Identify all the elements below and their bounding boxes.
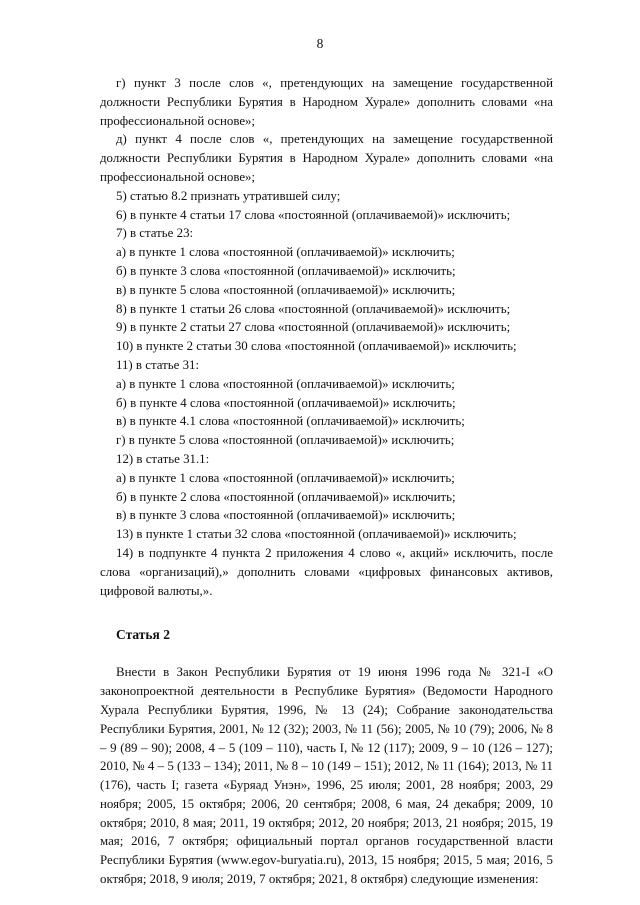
- item-g-punkt-3: г) пункт 3 после слов «, претендующих на замещение государственной должности Республики Бурятия в Народном Хурале» дополнить словами «на профессиональной основе»;: [100, 76, 553, 128]
- item-14: 14) в подпункте 4 пункта 2 приложения 4 слово «, акций» исключить, после слова «организаций),» дополнить словами «цифровых финансовых активов, цифровой валюты,».: [100, 545, 553, 598]
- item-11: 11) в статье 31:: [116, 357, 200, 372]
- item-5: 5) статью 8.2 признать утратившей силу;: [116, 188, 341, 203]
- article-2-paragraph: Внести в Закон Республики Бурятия от 19 июня 1996 года № 321-I «О законопроектной деятельности в Республике Бурятия» (Ведомости Народного Хурала Республики Бурятия, 1996, № 13 (24); Собрание законодательства Республики Бурятия, 2001, № 12 (32); 2003, № 11 (56); 2005, № 10 (79); 2006, № 8 – 9 (89 – 90); 2008, 4 – 5 (109 – 110), часть I, № 12 (117); 2009, 9 – 10 (126 – 127); 2010, № 4 – 5 (133 – 134); 2011, № 8 – 10 (149 – 151); 2012, № 11 (164); 2013, № 11 (176), часть I; газета «Буряад Унэн», 1996, 25 июля; 2001, 28 ноября; 2003, 29 ноября; 2005, 15 октября; 2006, 20 сентября; 2008, 6 мая, 24 декабря; 2009, 10 октября; 2010, 8 мая; 2011, 19 октября; 2012, 20 ноября; 2013, 21 ноября; 2015, 19 мая; 2016, 7 октября; официальный портал органов государственной власти Республики Бурятия (www.egov-buryatia.ru), 2013, 15 ноября; 2015, 5 мая; 2016, 5 октября; 2018, 9 июля; 2019, 7 октября; 2021, 8 октября) следующие изменения:: [100, 665, 553, 887]
- item-7b: б) в пункте 3 слова «постоянной (оплачиваемой)» исключить;: [116, 263, 456, 278]
- item-6: 6) в пункте 4 статьи 17 слова «постоянной (оплачиваемой)» исключить;: [116, 207, 511, 222]
- item-13: 13) в пункте 1 статьи 32 слова «постоянной (оплачиваемой)» исключить;: [116, 527, 517, 542]
- item-11v: в) в пункте 4.1 слова «постоянной (оплачиваемой)» исключить;: [116, 414, 465, 429]
- page-number: 8: [316, 36, 324, 51]
- item-7: 7) в статье 23:: [116, 226, 194, 241]
- item-7v: в) в пункте 5 слова «постоянной (оплачиваемой)» исключить;: [116, 282, 456, 297]
- item-12b: б) в пункте 2 слова «постоянной (оплачиваемой)» исключить;: [116, 489, 456, 504]
- item-d-punkt-4: д) пункт 4 после слов «, претендующих на замещение государственной должности Республики Бурятия в Народном Хурале» дополнить словами «на профессиональной основе»;: [100, 132, 553, 184]
- item-10: 10) в пункте 2 статьи 30 слова «постоянной (оплачиваемой)» исключить;: [116, 339, 517, 354]
- item-12a: а) в пункте 1 слова «постоянной (оплачиваемой)» исключить;: [116, 470, 455, 485]
- item-11g: г) в пункте 5 слова «постоянной (оплачиваемой)» исключить;: [116, 433, 455, 448]
- article-2-heading: Статья 2: [116, 627, 170, 643]
- item-9: 9) в пункте 2 статьи 27 слова «постоянной (оплачиваемой)» исключить;: [116, 320, 511, 335]
- item-12: 12) в статье 31.1:: [116, 451, 210, 466]
- document-body: [100, 74, 553, 889]
- item-11b: б) в пункте 4 слова «постоянной (оплачиваемой)» исключить;: [116, 395, 456, 410]
- item-11a: а) в пункте 1 слова «постоянной (оплачиваемой)» исключить;: [116, 376, 455, 391]
- item-12v: в) в пункте 3 слова «постоянной (оплачиваемой)» исключить;: [116, 508, 456, 523]
- item-7a: а) в пункте 1 слова «постоянной (оплачиваемой)» исключить;: [116, 245, 455, 260]
- item-8: 8) в пункте 1 статьи 26 слова «постоянной (оплачиваемой)» исключить;: [116, 301, 511, 316]
